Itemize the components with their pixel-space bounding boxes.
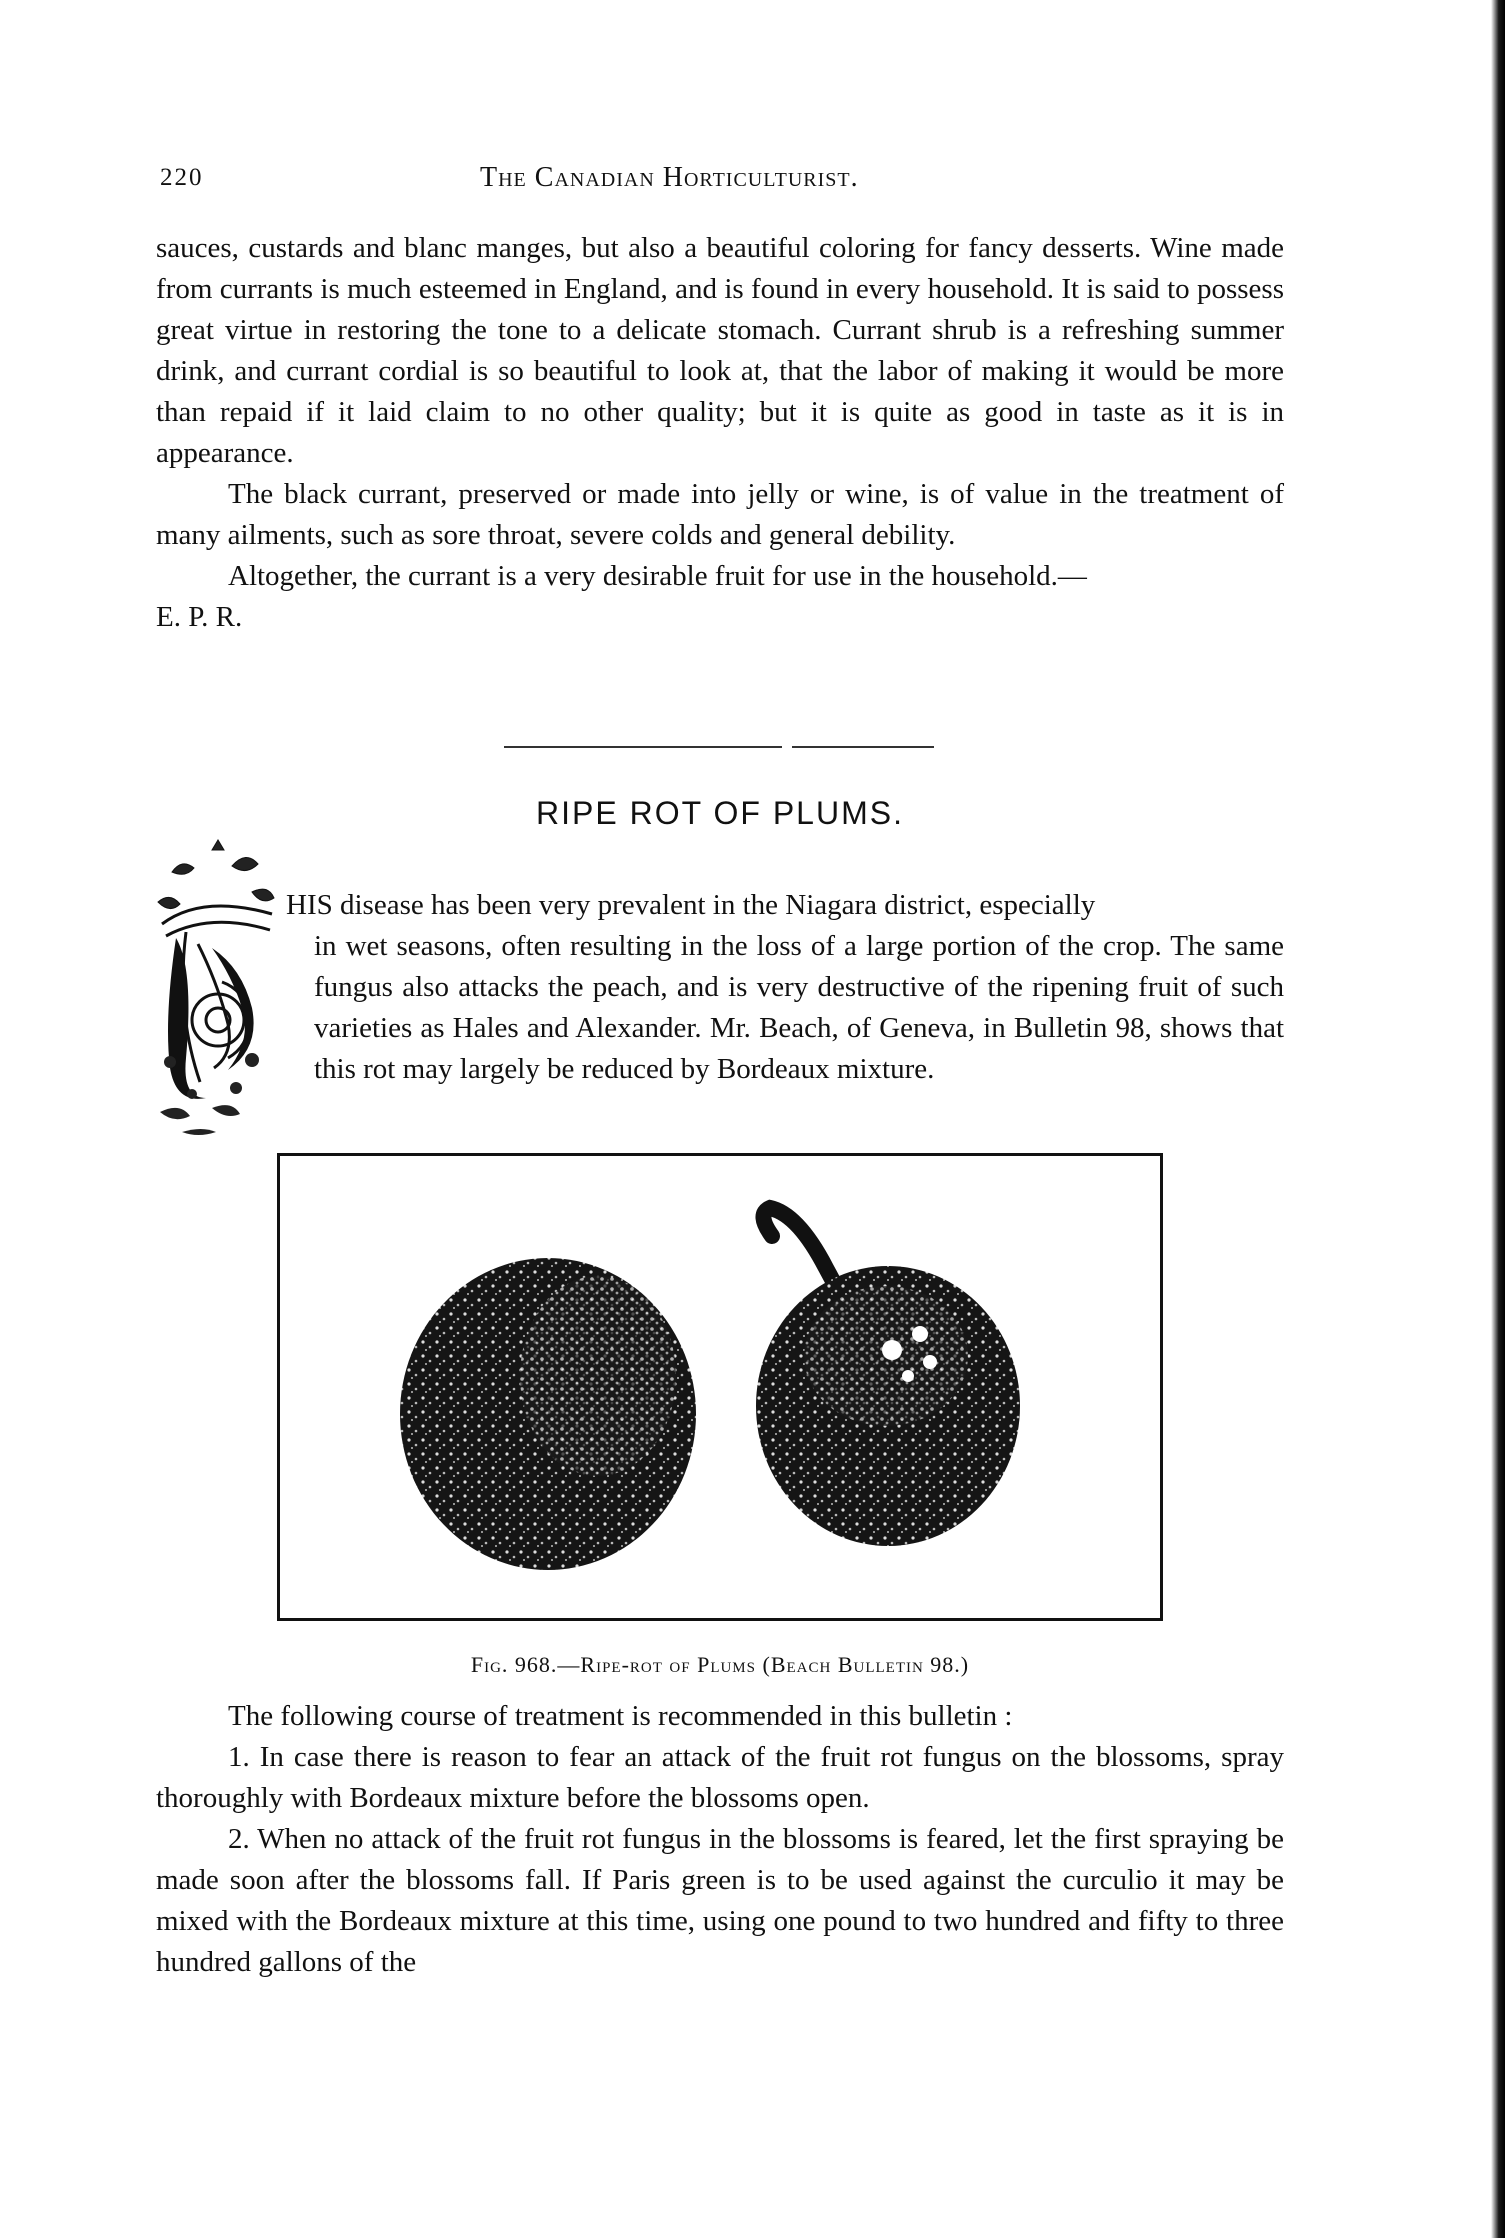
page-edge-shadow xyxy=(1491,0,1505,2238)
section-title: RIPE ROT OF PLUMS. xyxy=(536,795,904,831)
treatment-intro: The following course of treatment is recommended in this bulletin : xyxy=(228,1700,1013,1732)
treatment-step-2: 2. When no attack of the fruit rot fungus in the blossoms is feared, let the first spraying be made soon after the blossoms fall. If Paris green is to be used against the curculio it may be mixed with the Bordeaux mixture at this time, using one pound to two hundred and fifty to three hundred gallons of the xyxy=(156,1823,1284,1978)
plum-figure xyxy=(277,1153,1163,1621)
page-header xyxy=(160,162,1280,202)
running-title: The Canadian Horticulturist. xyxy=(480,162,859,193)
currant-paragraph-1: sauces, custards and blanc manges, but also a beautiful coloring for fancy desserts. Wine made from currants is much esteemed in England, and is found in every household. It is said to possess great virtue in restoring the tone to a delicate stomach. Currant shrub is a refreshing summer drink, and currant cordial is so beautiful to look at, that the labor of making it would be more than repaid if it laid claim to no other quality; but it is quite as good in taste as it is in appearance. xyxy=(156,232,1284,469)
intro-first-line: HIS disease has been very prevalent in the Niagara district, especially xyxy=(286,889,1096,921)
page-number: 220 xyxy=(160,164,204,191)
ripe-rot-intro xyxy=(286,885,1284,1090)
rotted-plums-illustration xyxy=(280,1156,1160,1618)
section-divider-left xyxy=(504,746,782,748)
currant-paragraph-2: The black currant, preserved or made into jelly or wine, is of value in the treatment of many ailments, such as sore throat, severe colds and general debility. xyxy=(156,478,1284,551)
section-divider-right xyxy=(792,746,934,748)
figure-caption: Fig. 968.—Ripe-rot of Plums (Beach Bulletin 98.) xyxy=(470,1652,970,1677)
article-signature: E. P. R. xyxy=(156,601,243,633)
intro-continued: in wet seasons, often resulting in the loss of a large portion of the crop. The same fungus also attacks the peach, and is very destructive of the ripening fruit of such varieties as Hales and Alexander. Mr. Beach, of Geneva, in Bulletin 98, shows that this rot may largely be reduced by Bordeaux mixture. xyxy=(314,930,1284,1085)
currant-article xyxy=(156,228,1284,638)
ornamental-dropcap xyxy=(152,832,284,1142)
currant-paragraph-3: Altogether, the currant is a very desirable fruit for use in the household.— xyxy=(228,560,1087,592)
treatment-section xyxy=(156,1696,1284,1983)
treatment-step-1: 1. In case there is reason to fear an attack of the fruit rot fungus on the blossoms, spray thoroughly with Bordeaux mixture before the blossoms open. xyxy=(156,1741,1284,1814)
